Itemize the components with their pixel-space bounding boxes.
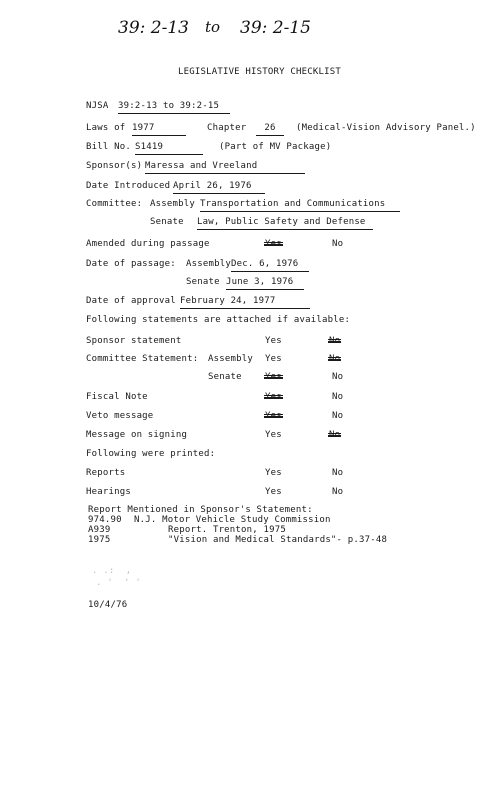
sponsors-value: Maressa and Vreeland	[145, 161, 305, 174]
report-line-2-code: A939	[88, 525, 111, 535]
reports-label: Reports	[86, 468, 126, 478]
passage-senate-label: Senate	[186, 277, 220, 287]
committee-assembly-value: Transportation and Communications	[200, 199, 400, 212]
laws-of-label: Laws of	[86, 123, 126, 133]
sponsors-label: Sponsor(s)	[86, 161, 143, 171]
njsa-label: NJSA	[86, 101, 109, 111]
committee-label: Committee:	[86, 199, 143, 209]
veto-message-no: No	[332, 411, 344, 421]
committee-senate-label: Senate	[150, 217, 184, 227]
reports-no: No	[332, 468, 344, 478]
report-line-1-text: N.J. Motor Vehicle Study Commission	[134, 515, 331, 525]
approval-label: Date of approval	[86, 296, 176, 306]
sponsor-statement-no: No	[329, 336, 341, 346]
date-introduced-label: Date Introduced	[86, 181, 171, 191]
committee-statement-assembly-no: No	[329, 354, 341, 364]
passage-assembly-value: Dec. 6, 1976	[231, 259, 309, 272]
veto-message-yes: Yes	[265, 411, 282, 421]
passage-label: Date of passage:	[86, 259, 176, 269]
report-mention-heading: Report Mentioned in Sponsor's Statement:	[88, 505, 313, 515]
amended-yes: Yes	[265, 239, 282, 249]
following-attached-heading: Following statements are attached if available:	[86, 315, 351, 325]
amended-label: Amended during passage	[86, 239, 210, 249]
signing-message-no: No	[329, 430, 341, 440]
chapter-note: (Medical-Vision Advisory Panel.)	[296, 123, 476, 133]
laws-of-value: 1977	[132, 123, 186, 136]
fiscal-note-yes: Yes	[265, 392, 282, 402]
report-line-3-code: 1975	[88, 535, 111, 545]
committee-statement-assembly-yes: Yes	[265, 354, 282, 364]
signing-message-yes: Yes	[265, 430, 282, 440]
committee-statement-senate-yes: Yes	[265, 372, 282, 382]
committee-statement-senate-label: Senate	[208, 372, 242, 382]
committee-statement-assembly-label: Assembly	[208, 354, 253, 364]
page-title: LEGISLATIVE HISTORY CHECKLIST	[178, 67, 341, 77]
hearings-no: No	[332, 487, 344, 497]
sponsor-statement-yes: Yes	[265, 336, 282, 346]
amended-no: No	[332, 239, 344, 249]
committee-statement-senate-no: No	[332, 372, 344, 382]
approval-value: February 24, 1977	[180, 296, 310, 309]
report-line-3-text: "Vision and Medical Standards"- p.37-48	[168, 535, 388, 545]
handwritten-to-word: to	[205, 18, 221, 36]
bill-no-value: S1419	[135, 142, 203, 155]
handwritten-to: 39: 2-15	[240, 18, 311, 38]
bill-no-note: (Part of MV Package)	[219, 142, 332, 152]
sponsor-statement-label: Sponsor statement	[86, 336, 182, 346]
report-line-1-code: 974.90	[88, 515, 122, 525]
njsa-value: 39:2-13 to 39:2-15	[118, 101, 230, 114]
hearings-yes: Yes	[265, 487, 282, 497]
committee-assembly-label: Assembly	[150, 199, 195, 209]
chapter-label: Chapter	[207, 123, 247, 133]
chapter-value: 26	[256, 123, 284, 136]
date-introduced-value: April 26, 1976	[173, 181, 265, 194]
fiscal-note-no: No	[332, 392, 344, 402]
veto-message-label: Veto message	[86, 411, 154, 421]
faint-mark-2: . ' ' '	[96, 578, 141, 588]
bill-no-label: Bill No.	[86, 142, 131, 152]
committee-senate-value: Law, Public Safety and Defense	[197, 217, 373, 230]
following-printed-heading: Following were printed:	[86, 449, 216, 459]
passage-senate-value: June 3, 1976	[226, 277, 304, 290]
handwritten-from: 39: 2-13	[118, 18, 189, 38]
footer-date: 10/4/76	[88, 600, 128, 610]
fiscal-note-label: Fiscal Note	[86, 392, 148, 402]
passage-assembly-label: Assembly	[186, 259, 231, 269]
report-line-2-text: Report. Trenton, 1975	[168, 525, 286, 535]
faint-mark-1: . .: ,	[92, 566, 132, 576]
committee-statement-label: Committee Statement:	[86, 354, 199, 364]
signing-message-label: Message on signing	[86, 430, 188, 440]
reports-yes: Yes	[265, 468, 282, 478]
hearings-label: Hearings	[86, 487, 131, 497]
